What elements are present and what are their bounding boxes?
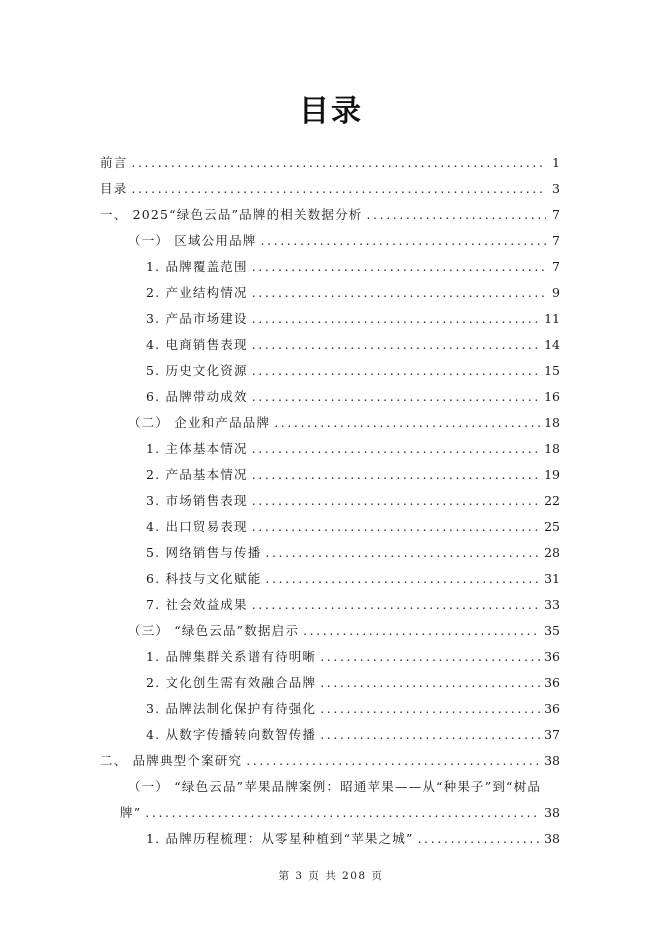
toc-entry[interactable] [128, 620, 560, 642]
toc-entry-label: 牌” [120, 805, 142, 820]
toc-leader-dots [320, 724, 540, 746]
toc-entry-label: 2. 产品基本情况 [146, 467, 248, 482]
toc-leader-dots [145, 802, 540, 824]
toc-entry-label: 4. 从数字传播转向数智传播 [146, 727, 317, 742]
toc-entry-label: 2. 产业结构情况 [146, 285, 248, 300]
toc-entry[interactable] [146, 542, 560, 564]
toc-leader-dots [252, 360, 540, 382]
toc-page-number: 7 [552, 207, 560, 222]
toc-entry[interactable] [146, 308, 560, 330]
toc-entry[interactable] [146, 386, 560, 408]
toc-entry[interactable] [146, 256, 560, 278]
toc-entry-label: 3. 品牌法制化保护有待强化 [146, 701, 317, 716]
page-title: 目录 [299, 94, 363, 129]
toc-leader-dots [252, 334, 540, 356]
toc-entry-label: （二） 企业和产品品牌 [128, 415, 271, 430]
toc-page-number: 18 [544, 441, 560, 456]
toc-page-number: 31 [544, 571, 560, 586]
toc-leader-dots [252, 308, 540, 330]
toc-entry-continuation[interactable] [120, 802, 560, 824]
toc-page-number: 1 [552, 155, 560, 170]
toc-page-number: 14 [544, 337, 560, 352]
toc-leader-dots [252, 516, 540, 538]
toc-entry[interactable] [100, 750, 560, 772]
toc-entry-label: 1. 品牌集群关系谱有待明晰 [146, 649, 317, 664]
toc-leader-dots [252, 386, 540, 408]
toc-entry-label: 1. 主体基本情况 [146, 441, 248, 456]
toc-leader-dots [131, 152, 546, 174]
toc-entry-label: 2. 文化创生需有效融合品牌 [146, 675, 317, 690]
toc-page-number: 11 [544, 311, 560, 326]
toc-entry-label: 3. 产品市场建设 [146, 311, 248, 326]
toc-entry[interactable] [146, 672, 560, 694]
toc-entry[interactable] [100, 178, 560, 200]
toc-page-number: 33 [544, 597, 560, 612]
toc-entry[interactable] [128, 412, 560, 434]
toc-entry[interactable] [146, 828, 560, 850]
toc-leader-dots [260, 230, 546, 252]
toc-entry-label: 二、 品牌典型个案研究 [100, 753, 243, 768]
toc-entry-label: （一） 区域公用品牌 [128, 233, 257, 248]
toc-entry[interactable] [100, 152, 560, 174]
toc-leader-dots [252, 438, 540, 460]
toc-entry-label: 一、 2025“绿色云品”品牌的相关数据分析 [100, 207, 363, 222]
toc-leader-dots [320, 646, 540, 668]
toc-leader-dots [265, 568, 540, 590]
toc-entry-label: 前言 [100, 155, 128, 170]
toc-entry[interactable] [146, 646, 560, 668]
toc-leader-dots [252, 594, 540, 616]
toc-entry[interactable] [146, 568, 560, 590]
toc-page-number: 22 [544, 493, 560, 508]
toc-entry[interactable] [146, 594, 560, 616]
toc-page-number: 38 [544, 805, 560, 820]
toc-page-number: 3 [552, 181, 560, 196]
toc-entry-label: 1. 品牌覆盖范围 [146, 259, 248, 274]
toc-leader-dots [246, 750, 540, 772]
toc-entry[interactable] [146, 464, 560, 486]
toc-page-number: 35 [544, 623, 560, 638]
toc-entry[interactable] [146, 360, 560, 382]
toc-entry[interactable] [146, 438, 560, 460]
toc-page-number: 7 [552, 233, 560, 248]
toc-page-number: 16 [544, 389, 560, 404]
page-footer: 第 3 页 共 208 页 [278, 870, 384, 882]
toc-leader-dots [265, 542, 540, 564]
toc-leader-dots [320, 698, 540, 720]
toc-entry[interactable] [128, 776, 560, 798]
toc-page-number: 15 [544, 363, 560, 378]
toc-leader-dots [252, 464, 540, 486]
toc-entry[interactable] [146, 282, 560, 304]
toc-entry-label: （一） “绿色云品”苹果品牌案例：昭通苹果——从“种果子”到“树品 [128, 779, 542, 794]
toc-entry[interactable] [100, 204, 560, 226]
toc-page-number: 38 [544, 753, 560, 768]
toc-entry-label: 4. 出口贸易表现 [146, 519, 248, 534]
toc-entry-label: 4. 电商销售表现 [146, 337, 248, 352]
toc-leader-dots [252, 256, 546, 278]
toc-leader-dots [320, 672, 540, 694]
toc-leader-dots [366, 204, 546, 226]
toc-leader-dots [252, 490, 540, 512]
toc-leader-dots [303, 620, 540, 642]
toc-leader-dots [131, 178, 546, 200]
toc-page-number: 36 [544, 675, 560, 690]
toc-page-number: 37 [544, 727, 560, 742]
toc-entry[interactable] [146, 724, 560, 746]
toc-page-number: 7 [552, 259, 560, 274]
toc-leader-dots [252, 282, 546, 304]
toc-entry-label: 目录 [100, 181, 128, 196]
toc-page-number: 38 [544, 831, 560, 846]
toc-entry[interactable] [146, 516, 560, 538]
toc-entry-label: 5. 历史文化资源 [146, 363, 248, 378]
toc-leader-dots [418, 828, 541, 850]
toc-entry-label: 3. 市场销售表现 [146, 493, 248, 508]
toc-page-number: 19 [544, 467, 560, 482]
toc-entry-label: 6. 科技与文化赋能 [146, 571, 262, 586]
toc-page-number: 25 [544, 519, 560, 534]
toc-page-number: 18 [544, 415, 560, 430]
toc-page-number: 36 [544, 649, 560, 664]
toc-leader-dots [274, 412, 540, 434]
toc-entry-label: 7. 社会效益成果 [146, 597, 248, 612]
toc-entry-label: 5. 网络销售与传播 [146, 545, 262, 560]
toc-entry[interactable] [146, 698, 560, 720]
toc-page-number: 9 [552, 285, 560, 300]
toc-entry[interactable] [146, 490, 560, 512]
toc-entry[interactable] [128, 230, 560, 252]
toc-page-number: 36 [544, 701, 560, 716]
toc-entry-label: （三） “绿色云品”数据启示 [128, 623, 300, 638]
toc-page-number: 28 [544, 545, 560, 560]
toc-entry[interactable] [146, 334, 560, 356]
toc-entry-label: 1. 品牌历程梳理：从零星种植到“苹果之城” [146, 831, 414, 846]
toc-entry-label: 6. 品牌带动成效 [146, 389, 248, 404]
